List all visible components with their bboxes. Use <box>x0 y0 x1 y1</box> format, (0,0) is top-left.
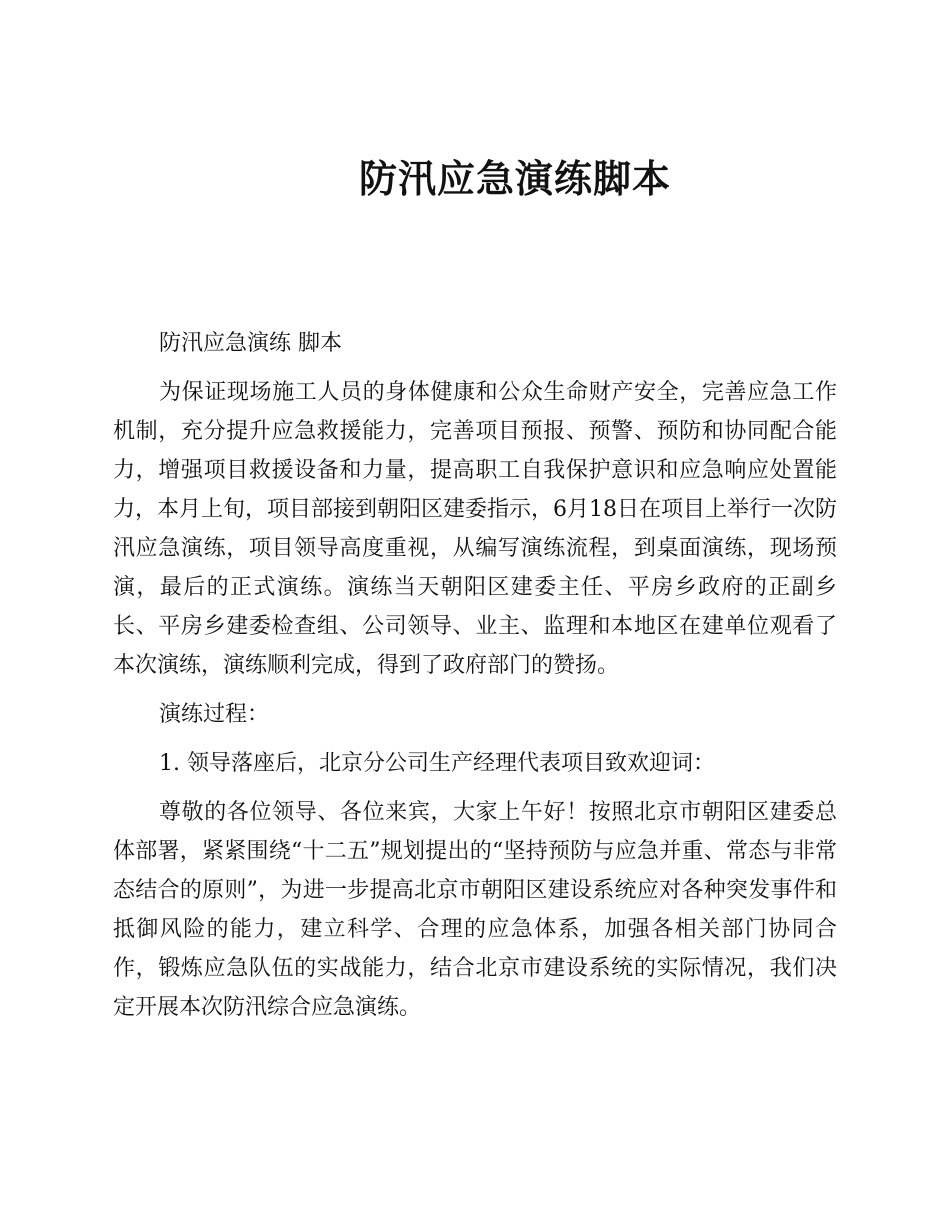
document-body <box>113 324 837 1037</box>
paragraph-intro: 为保证现场施工人员的身体健康和公众生命财产安全，完善应急工作机制，充分提升应急救援能力，完善项目预报、预警、预防和协同配合能力，增强项目救援设备和力量，提高职工自我保护意识和应急响应处置能力，本月上旬，项目部接到朝阳区建委指示，6月18日在项目上举行一次防汛应急演练，项目领导高度重视，从编写演练流程，到桌面演练，现场预演，最后的正式演练。演练当天朝阳区建委主任、平房乡政府的正副乡长、平房乡建委检查组、公司领导、业主、监理和本地区在建单位观看了本次演练，演练顺利完成，得到了政府部门的赞扬。 <box>113 380 837 678</box>
paragraph-step-1: 1. 领导落座后，北京分公司生产经理代表项目致欢迎词： <box>159 751 715 776</box>
paragraph-process-heading: 演练过程： <box>159 702 270 727</box>
document-title: 防汛应急演练脚本 <box>358 156 671 201</box>
paragraph-subtitle: 防汛应急演练 脚本 <box>159 331 342 356</box>
paragraph-welcome-speech: 尊敬的各位领导、各位来宾，大家上午好！按照北京市朝阳区建委总体部署，紧紧围绕“十二五”规划提出的“坚持预防与应急并重、常态与非常态结合的原则”，为进一步提高北京市朝阳区建设系统应对各种突发事件和抵御风险的能力，建立科学、合理的应急体系，加强各相关部门协同合作，锻炼应急队伍的实战能力，结合北京市建设系统的实际情况，我们决定开展本次防汛综合应急演练。 <box>113 800 837 1020</box>
